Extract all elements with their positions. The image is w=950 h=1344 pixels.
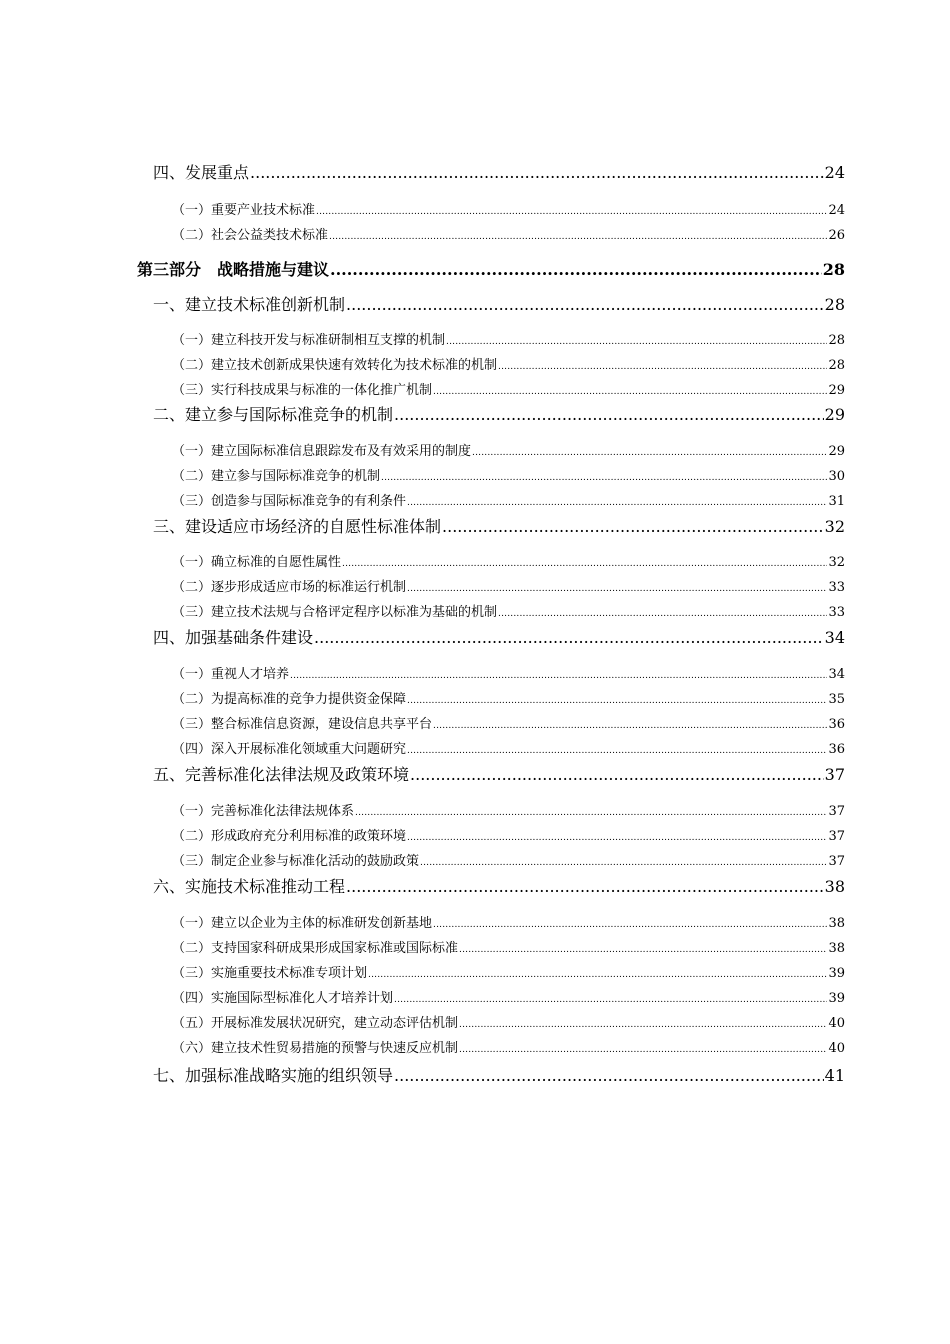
toc-entry-label: 一、建立技术标准创新机制 [153, 295, 346, 314]
toc-entry-label: （三）建立技术法规与合格评定程序以标准为基础的机制 [172, 605, 498, 620]
toc-entry-label: （二）支持国家科研成果形成国家标准或国际标准 [172, 941, 459, 956]
toc-entry[interactable] [172, 576, 845, 595]
toc-entry[interactable] [172, 551, 845, 570]
toc-entry-page: 38 [828, 916, 845, 931]
toc-entry[interactable] [172, 713, 845, 732]
toc-entry-page: 32 [828, 555, 845, 570]
toc-entry[interactable] [172, 490, 845, 509]
toc-entry-label: （二）形成政府充分利用标准的政策环境 [172, 829, 407, 844]
toc-entry-label: （一）建立以企业为主体的标准研发创新基地 [172, 916, 433, 931]
toc-entry-page: 34 [824, 628, 845, 647]
toc-entry-label: 第三部分 战略措施与建议 [137, 260, 330, 279]
toc-entry-page: 36 [828, 742, 845, 757]
toc-entry[interactable] [172, 329, 845, 348]
dot-leader [314, 628, 824, 647]
dot-leader [290, 671, 827, 681]
toc-entry-page: 40 [828, 1016, 845, 1031]
toc-entry-label: 三、建设适应市场经济的自愿性标准体制 [153, 517, 442, 536]
toc-entry-page: 29 [824, 405, 845, 424]
toc-entry[interactable] [153, 292, 845, 315]
toc-entry-label: （一）建立科技开发与标准研制相互支撑的机制 [172, 333, 446, 348]
dot-leader [250, 163, 824, 182]
toc-entry[interactable] [153, 514, 845, 537]
toc-entry[interactable] [172, 912, 845, 931]
toc-entry[interactable] [172, 1037, 845, 1056]
toc-entry-page: 28 [822, 260, 845, 279]
toc-entry-label: （五）开展标准发展状况研究，建立动态评估机制 [172, 1016, 459, 1031]
dot-leader [498, 362, 827, 372]
toc-entry[interactable] [153, 160, 845, 183]
dot-leader [433, 387, 827, 397]
toc-entry[interactable] [172, 663, 845, 682]
toc-entry[interactable] [172, 465, 845, 484]
toc-entry[interactable] [172, 379, 845, 398]
toc-entry-label: （三）实行科技成果与标准的一体化推广机制 [172, 383, 433, 398]
dot-leader [433, 721, 827, 731]
toc-entry-label: （二）社会公益类技术标准 [172, 228, 329, 243]
dot-leader [459, 945, 827, 955]
dot-leader [446, 337, 827, 347]
toc-entry-label: 六、实施技术标准推动工程 [153, 877, 346, 896]
toc-entry-page: 39 [828, 991, 845, 1006]
dot-leader [330, 260, 822, 279]
toc-entry-label: （一）重要产业技术标准 [172, 203, 316, 218]
toc-entry-label: 七、加强标准战略实施的组织领导 [153, 1066, 394, 1085]
toc-entry-label: （三）制定企业参与标准化活动的鼓励政策 [172, 854, 420, 869]
dot-leader [407, 833, 827, 843]
dot-leader [407, 696, 827, 706]
dot-leader [407, 584, 827, 594]
toc-entry-label: （一）完善标准化法律法规体系 [172, 804, 355, 819]
dot-leader [394, 405, 824, 424]
dot-leader [407, 746, 827, 756]
dot-leader [368, 970, 827, 980]
toc-entry[interactable] [172, 738, 845, 757]
dot-leader [433, 920, 827, 930]
toc-entry-label: （二）建立参与国际标准竞争的机制 [172, 469, 381, 484]
dot-leader [381, 473, 827, 483]
toc-entry[interactable] [153, 1063, 845, 1086]
toc-entry-page: 40 [828, 1041, 845, 1056]
toc-entry-label: （二）为提高标准的竞争力提供资金保障 [172, 692, 407, 707]
toc-entry[interactable] [172, 440, 845, 459]
toc-entry[interactable] [153, 625, 845, 648]
toc-entry-label: （四）深入开展标准化领域重大问题研究 [172, 742, 407, 757]
dot-leader [459, 1020, 827, 1030]
toc-entry-page: 28 [828, 358, 845, 373]
toc-entry-page: 33 [828, 580, 845, 595]
toc-entry-page: 37 [828, 804, 845, 819]
toc-entry[interactable] [172, 1012, 845, 1031]
toc-entry-label: （三）创造参与国际标准竞争的有利条件 [172, 494, 407, 509]
toc-entry-page: 28 [824, 295, 845, 314]
toc-entry[interactable] [153, 762, 845, 785]
toc-entry-label: 五、完善标准化法律法规及政策环境 [153, 765, 410, 784]
dot-leader [498, 609, 827, 619]
toc-entry-page: 28 [828, 333, 845, 348]
toc-entry-label: （一）重视人才培养 [172, 667, 290, 682]
dot-leader [472, 448, 827, 458]
toc-entry-page: 32 [824, 517, 845, 536]
toc-entry-page: 38 [824, 877, 845, 896]
toc-entry-page: 37 [828, 829, 845, 844]
toc-entry-label: （三）实施重要技术标准专项计划 [172, 966, 368, 981]
toc-entry[interactable] [172, 688, 845, 707]
toc-entry-label: （一）确立标准的自愿性属性 [172, 555, 342, 570]
toc-entry-page: 34 [828, 667, 845, 682]
toc-entry[interactable] [172, 962, 845, 981]
dot-leader [410, 765, 824, 784]
toc-entry-label: 四、发展重点 [153, 163, 250, 182]
toc-entry-page: 35 [828, 692, 845, 707]
dot-leader [329, 232, 827, 242]
toc-entry[interactable] [153, 402, 845, 425]
dot-leader [394, 995, 827, 1005]
toc-entry-page: 41 [824, 1066, 845, 1085]
toc-entry[interactable] [172, 987, 845, 1006]
toc-entry[interactable] [172, 825, 845, 844]
toc-entry-page: 31 [828, 494, 845, 509]
toc-entry[interactable] [172, 850, 845, 869]
toc-entry-page: 37 [828, 854, 845, 869]
dot-leader [316, 207, 827, 217]
toc-entry[interactable] [172, 199, 845, 218]
toc-entry-page: 38 [828, 941, 845, 956]
dot-leader [394, 1066, 824, 1085]
dot-leader [346, 295, 824, 314]
toc-entry-page: 33 [828, 605, 845, 620]
toc-entry-page: 29 [828, 383, 845, 398]
dot-leader [342, 559, 827, 569]
dot-leader [407, 498, 827, 508]
toc-entry-page: 26 [828, 228, 845, 243]
toc-entry[interactable] [172, 800, 845, 819]
toc-entry-label: （二）逐步形成适应市场的标准运行机制 [172, 580, 407, 595]
toc-entry-label: （三）整合标准信息资源，建设信息共享平台 [172, 717, 433, 732]
toc-entry-label: （六）建立技术性贸易措施的预警与快速反应机制 [172, 1041, 459, 1056]
toc-entry-page: 24 [828, 203, 845, 218]
dot-leader [459, 1045, 827, 1055]
toc-entry[interactable] [172, 224, 845, 243]
toc-entry-label: （二）建立技术创新成果快速有效转化为技术标准的机制 [172, 358, 498, 373]
toc-entry[interactable] [172, 601, 845, 620]
toc-entry-part[interactable] [137, 257, 845, 280]
toc-entry[interactable] [172, 937, 845, 956]
dot-leader [420, 858, 827, 868]
dot-leader [355, 808, 827, 818]
toc-entry[interactable] [172, 354, 845, 373]
toc-entry-page: 29 [828, 444, 845, 459]
toc-entry-label: 二、建立参与国际标准竞争的机制 [153, 405, 394, 424]
toc-entry-page: 39 [828, 966, 845, 981]
toc-entry-label: （一）建立国际标准信息跟踪发布及有效采用的制度 [172, 444, 472, 459]
toc-entry[interactable] [153, 874, 845, 897]
toc-entry-page: 36 [828, 717, 845, 732]
toc-entry-label: （四）实施国际型标准化人才培养计划 [172, 991, 394, 1006]
dot-leader [442, 517, 824, 536]
toc-entry-label: 四、加强基础条件建设 [153, 628, 314, 647]
toc-entry-page: 37 [824, 765, 845, 784]
toc-entry-page: 30 [828, 469, 845, 484]
dot-leader [346, 877, 824, 896]
toc-entry-page: 24 [824, 163, 845, 182]
